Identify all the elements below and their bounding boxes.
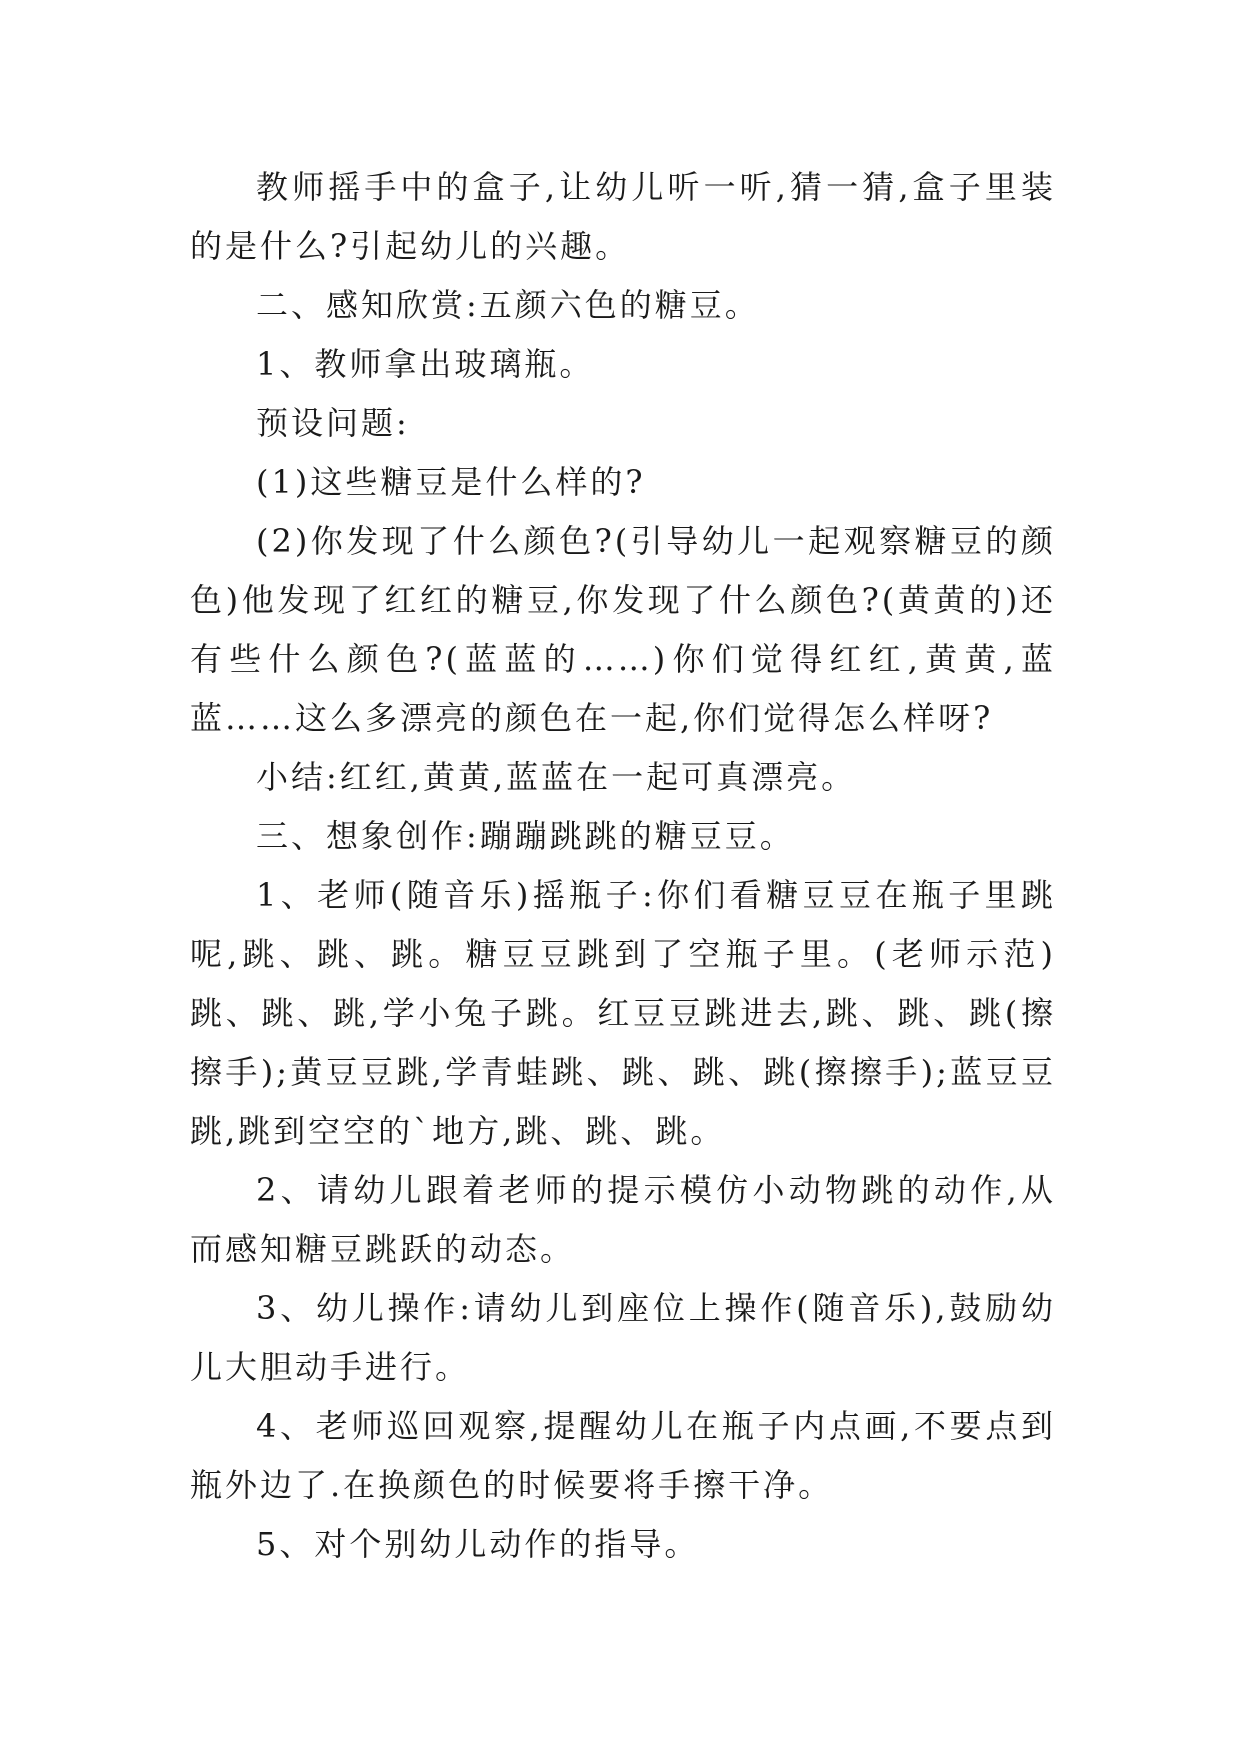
step-item-1: 1、教师拿出玻璃瓶。 [256, 345, 595, 383]
section-heading-3: 三、想象创作:蹦蹦跳跳的糖豆豆。 [256, 817, 795, 855]
question-item-1: (1)这些糖豆是什么样的? [256, 463, 646, 501]
step-item-1-jump: 1、老师(随音乐)摇瓶子:你们看糖豆豆在瓶子里跳呢,跳、跳、跳。糖豆豆跳到了空瓶子里。(老师示范)跳、跳、跳,学小兔子跳。红豆豆跳进去,跳、跳、跳(擦擦手);黄豆豆跳,学青蛙跳、跳、跳、跳(擦擦手);蓝豆豆跳,跳到空空的`地方,跳、跳、跳。 [190, 876, 1056, 1150]
step-item-5: 5、对个别幼儿动作的指导。 [256, 1525, 700, 1563]
paragraph-intro: 教师摇手中的盒子,让幼儿听一听,猜一猜,盒子里装的是什么?引起幼儿的兴趣。 [190, 168, 1056, 265]
section-heading-2: 二、感知欣赏:五颜六色的糖豆。 [256, 286, 760, 324]
step-item-2: 2、请幼儿跟着老师的提示模仿小动物跳的动作,从而感知糖豆跳跃的动态。 [190, 1171, 1056, 1268]
document-body [190, 158, 1056, 1574]
step-item-3: 3、幼儿操作:请幼儿到座位上操作(随音乐),鼓励幼儿大胆动手进行。 [190, 1289, 1056, 1386]
step-item-4: 4、老师巡回观察,提醒幼儿在瓶子内点画,不要点到瓶外边了.在换颜色的时候要将手擦干净。 [190, 1407, 1056, 1504]
preset-questions-label: 预设问题: [256, 404, 410, 442]
summary-paragraph: 小结:红红,黄黄,蓝蓝在一起可真漂亮。 [256, 758, 857, 796]
question-item-2: (2)你发现了什么颜色?(引导幼儿一起观察糖豆的颜色)他发现了红红的糖豆,你发现了什么颜色?(黄黄的)还有些什么颜色?(蓝蓝的……)你们觉得红红,黄黄,蓝蓝……这么多漂亮的颜色在一起,你们觉得怎么样呀? [190, 522, 1056, 737]
